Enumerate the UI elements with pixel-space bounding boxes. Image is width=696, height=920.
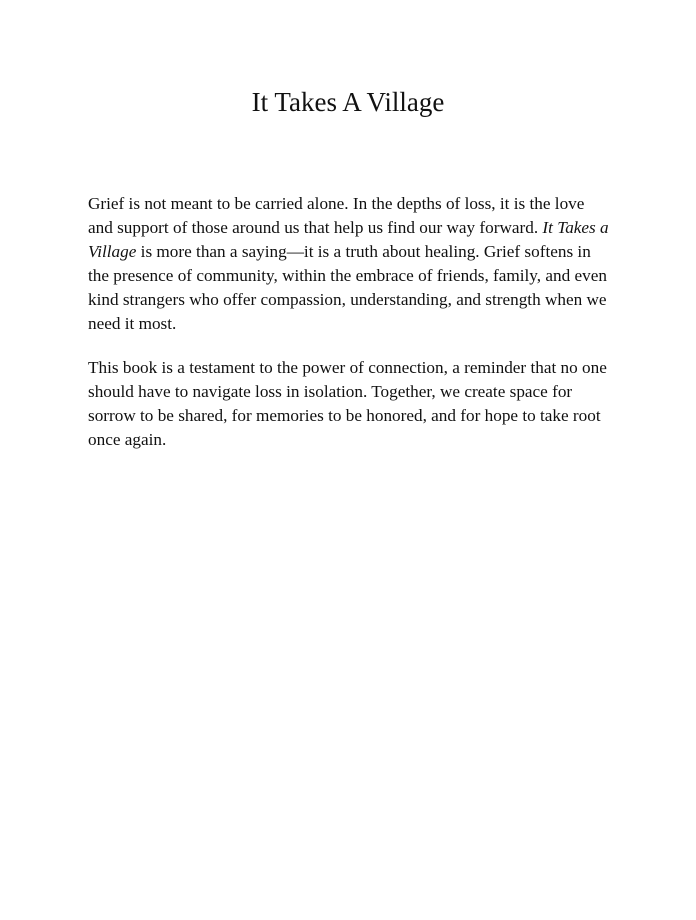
paragraph-1-intro: Grief is not meant to be carried alone. In the depths of loss, it is the love and support of those around us that help us find our way forward. [88,194,585,237]
paragraph-2: This book is a testament to the power of connection, a reminder that no one should have to navigate loss in isolation. Together, we create space for sorrow to be shared, for memories to be honored, and for hope to take root once again. [88,358,607,449]
book-title-italic: It Takes a Village [88,218,609,261]
paragraph-1-rest: is more than a saying—it is a truth about healing. Grief softens in the presence of community, within the embrace of friends, family, and even kind strangers who offer compassion, understanding, and strength when we need it most. [88,242,607,333]
paragraph-1 [88,192,610,336]
page-title: It Takes A Village [251,87,445,117]
body-text [88,192,610,472]
